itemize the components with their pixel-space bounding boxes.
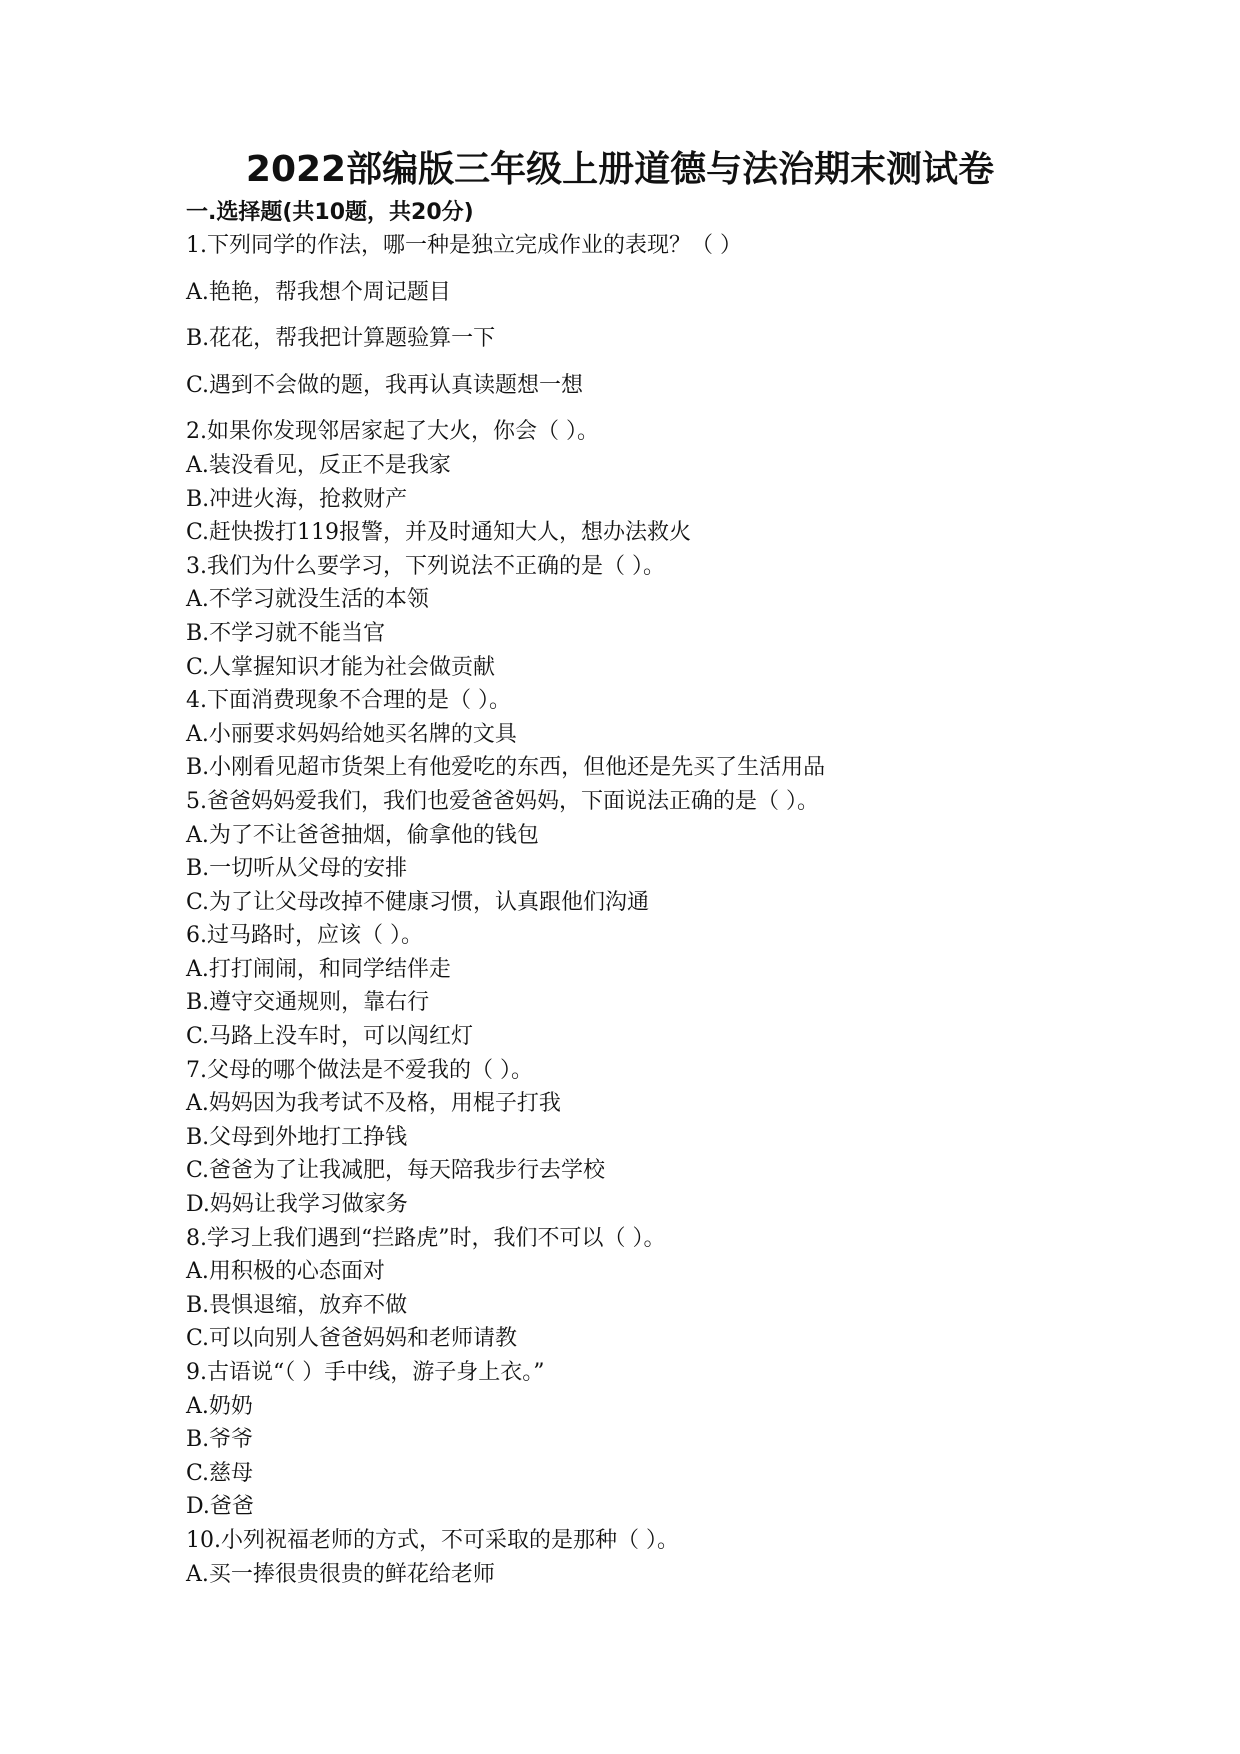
answer-option: C.可以向别人爸爸妈妈和老师请教 [186, 1326, 518, 1352]
answer-option: A.买一捧很贵很贵的鲜花给老师 [186, 1561, 495, 1587]
answer-option: C.遇到不会做的题，我再认真读题想一想 [186, 372, 584, 398]
question-stem: 5.爸爸妈妈爱我们，我们也爱爸爸妈妈，下面说法正确的是（ ）。 [186, 788, 819, 814]
question-stem: 10.小列祝福老师的方式，不可采取的是那种（ ）。 [186, 1527, 679, 1553]
answer-option: B.小刚看见超市货架上有他爱吃的东西，但他还是先买了生活用品 [186, 755, 826, 781]
question-stem: 6.过马路时，应该（ ）。 [186, 923, 423, 949]
answer-option: A.艳艳，帮我想个周记题目 [186, 279, 451, 305]
answer-option: A.为了不让爸爸抽烟，偷拿他的钱包 [186, 822, 539, 848]
answer-option: C.慈母 [186, 1460, 254, 1486]
answer-option: A.奶奶 [186, 1393, 253, 1419]
question-stem: 7.父母的哪个做法是不爱我的（ ）。 [186, 1057, 533, 1083]
answer-option: C.爸爸为了让我减肥，每天陪我步行去学校 [186, 1158, 606, 1184]
answer-option: C.为了让父母改掉不健康习惯，认真跟他们沟通 [186, 889, 650, 915]
answer-option: B.畏惧退缩，放弃不做 [186, 1292, 408, 1318]
answer-option: B.遵守交通规则，靠右行 [186, 990, 430, 1016]
answer-option: A.打打闹闹，和同学结伴走 [186, 956, 451, 982]
answer-option: C.马路上没车时，可以闯红灯 [186, 1024, 474, 1050]
answer-option: B.花花，帮我把计算题验算一下 [186, 326, 496, 352]
answer-option: B.不学习就不能当官 [186, 620, 386, 646]
answer-option: C.人掌握知识才能为社会做贡献 [186, 654, 496, 680]
answer-option: A.不学习就没生活的本领 [186, 587, 429, 613]
question-list [186, 229, 1086, 1591]
answer-option: B.爷爷 [186, 1427, 254, 1453]
answer-option: B.冲进火海，抢救财产 [186, 486, 408, 512]
answer-option: A.用积极的心态面对 [186, 1259, 385, 1285]
question-stem: 4.下面消费现象不合理的是（ ）。 [186, 688, 511, 714]
answer-option: B.一切听从父母的安排 [186, 856, 408, 882]
answer-option: A.妈妈因为我考试不及格，用棍子打我 [186, 1091, 561, 1117]
answer-option: A.小丽要求妈妈给她买名牌的文具 [186, 721, 517, 747]
question-stem: 9.古语说“（ ）手中线，游子身上衣。” [186, 1360, 545, 1385]
page-title: 2022部编版三年级上册道德与法治期末测试卷 [245, 149, 995, 190]
question-stem: 3.我们为什么要学习，下列说法不正确的是（ ）。 [186, 553, 665, 579]
question-stem: 8.学习上我们遇到“拦路虎”时，我们不可以（ ）。 [186, 1225, 666, 1251]
answer-option: D.妈妈让我学习做家务 [186, 1192, 408, 1218]
section-heading: 一.选择题(共10题，共20分) [186, 200, 474, 225]
question-stem: 2.如果你发现邻居家起了大火，你会（ ）。 [186, 419, 599, 445]
answer-option: D.爸爸 [186, 1494, 254, 1520]
answer-option: A.装没看见，反正不是我家 [186, 452, 451, 478]
answer-option: B.父母到外地打工挣钱 [186, 1124, 408, 1150]
question-stem: 1.下列同学的作法，哪一种是独立完成作业的表现？（ ） [186, 233, 742, 258]
answer-option: C.赶快拨打119报警，并及时通知大人，想办法救火 [186, 520, 692, 546]
